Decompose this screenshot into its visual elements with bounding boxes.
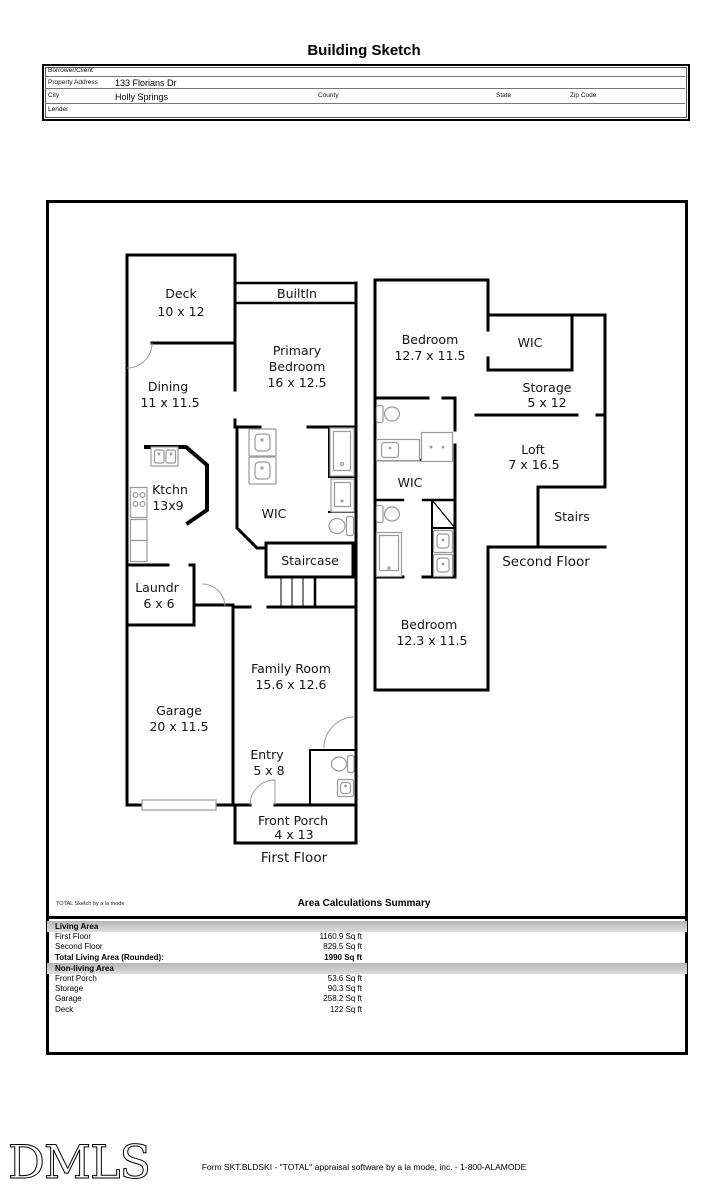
room-label-staircase: Staircase — [281, 553, 339, 568]
first-floor-walls — [127, 255, 356, 843]
second-floor-labels — [394, 332, 590, 648]
sink-icon — [249, 429, 276, 456]
toilet-icon — [377, 406, 400, 423]
page-title: Building Sketch — [307, 42, 421, 59]
sink-icon — [434, 531, 453, 553]
county-label: County — [318, 92, 339, 99]
room-label-bedroom-bottom: Bedroom — [400, 617, 458, 632]
stair-steps — [281, 577, 303, 607]
row-label: Garage — [55, 994, 82, 1004]
room-label-laundry: Laundr — [135, 580, 179, 595]
room-label-wic-top: WIC — [517, 335, 543, 350]
row-label: Total Living Area (Rounded): — [55, 952, 164, 962]
city-value: Holly Springs — [115, 92, 169, 102]
room-label-wic: WIC — [261, 506, 287, 521]
room-label-garage: Garage — [156, 703, 202, 718]
property-address-label: Property Address — [48, 79, 98, 86]
room-label-builtin: BuiltIn — [277, 286, 317, 301]
area-summary-divider — [47, 916, 687, 919]
room-dim-dining: 11 x 11.5 — [140, 395, 200, 410]
room-dim-family-room: 15.6 x 12.6 — [255, 677, 327, 692]
room-dim-deck: 10 x 12 — [157, 304, 205, 319]
room-label-primary-bedroom: Primary — [272, 343, 322, 358]
row-value: 90.3 Sq ft — [327, 984, 362, 994]
city-label: City — [48, 92, 60, 99]
row-value: 53.6 Sq ft — [327, 973, 362, 983]
row-label: Deck — [55, 1004, 74, 1014]
wall-laundry — [127, 565, 194, 625]
toilet-icon — [332, 756, 355, 773]
area-summary-table — [47, 921, 687, 1015]
total-living-area-row — [47, 953, 687, 963]
room-label-dining: Dining — [147, 379, 189, 394]
table-row — [47, 942, 687, 952]
closet-door-arc — [324, 717, 355, 748]
table-row — [47, 1005, 687, 1015]
room-dim-loft: 7 x 16.5 — [508, 457, 560, 472]
room-label-wic-mid: WIC — [397, 475, 423, 490]
row-label: Front Porch — [55, 973, 97, 983]
row-value: 1990 Sq ft — [324, 952, 362, 962]
lender-label: Lender — [48, 106, 69, 113]
row-label: First Floor — [55, 932, 91, 941]
sink-icon — [434, 555, 453, 577]
nonliving-area-header: Non-living Area — [47, 963, 687, 974]
counter-icon — [422, 433, 453, 462]
deck-door-arc — [127, 343, 152, 368]
table-row — [47, 974, 687, 984]
garage-door-icon — [142, 800, 216, 810]
room-label-primary-bedroom-2: Bedroom — [268, 359, 326, 374]
first-floor-label: First Floor — [260, 850, 328, 866]
tub-icon — [331, 479, 354, 512]
zip-code-label: Zip Code — [570, 92, 597, 99]
room-label-kitchen: Ktchn — [152, 482, 188, 497]
state-label: State — [496, 92, 512, 99]
room-label-storage: Storage — [522, 380, 572, 395]
room-label-entry: Entry — [250, 747, 284, 762]
dmls-logo-text: DMLS — [8, 1135, 151, 1189]
second-floor-fixtures — [377, 406, 453, 577]
borrower-label: Borrower/Client — [48, 67, 93, 74]
door-arcs — [127, 343, 355, 805]
room-label-deck: Deck — [165, 286, 197, 301]
second-floor-label: Second Floor — [502, 554, 590, 570]
room-dim-storage: 5 x 12 — [527, 395, 567, 410]
table-row — [47, 994, 687, 1004]
room-dim-bedroom-top: 12.7 x 11.5 — [394, 348, 466, 363]
room-dim-garage: 20 x 11.5 — [149, 719, 209, 734]
room-dim-laundry: 6 x 6 — [143, 596, 175, 611]
toilet-icon — [329, 517, 354, 536]
kitchen-sink-icon — [151, 447, 178, 466]
room-label-bedroom-top: Bedroom — [401, 332, 459, 347]
stove-icon — [131, 488, 148, 518]
room-label-family-room: Family Room — [251, 661, 331, 676]
row-value: 122 Sq ft — [329, 1004, 362, 1014]
living-area-header: Living Area — [47, 921, 687, 932]
room-dim-front-porch: 4 x 13 — [274, 827, 314, 842]
table-row — [47, 932, 687, 942]
room-dim-bedroom-bottom: 12.3 x 11.5 — [396, 633, 468, 648]
row-value: 829.5 Sq ft — [323, 942, 362, 952]
shower-icon — [330, 428, 354, 476]
front-door-arc — [250, 780, 275, 805]
row-value: 1160.9 Sq ft — [319, 932, 362, 941]
sink-icon — [338, 780, 354, 797]
room-label-loft: Loft — [521, 442, 545, 457]
sink-icon — [249, 457, 276, 484]
area-summary-title: Area Calculations Summary — [297, 898, 431, 909]
row-label: Storage — [55, 984, 84, 994]
footer-form-text: Form SKT.BLDSKI - "TOTAL" appraisal software by a la mode, inc. - 1-800-ALAMODE — [201, 1162, 527, 1172]
room-label-front-porch: Front Porch — [258, 813, 328, 828]
shower-icon — [377, 533, 402, 577]
row-value: 258.2 Sq ft — [323, 994, 362, 1004]
room-label-stairs: Stairs — [554, 509, 590, 524]
sketch-watermark: TOTAL Sketch by a la mode — [56, 901, 125, 907]
room-dim-entry: 5 x 8 — [253, 763, 285, 778]
row-label: Second Floor — [55, 942, 103, 952]
vanity-sink-icon — [377, 440, 420, 461]
kitchen-counter-icon — [131, 520, 148, 562]
toilet-icon — [377, 506, 400, 523]
room-dim-kitchen: 13x9 — [152, 498, 184, 513]
table-row — [47, 984, 687, 994]
room-dim-primary-bedroom: 16 x 12.5 — [267, 375, 327, 390]
wall-2f-closet-diagonal — [432, 500, 455, 528]
property-address-value: 133 Florians Dr — [115, 78, 177, 88]
